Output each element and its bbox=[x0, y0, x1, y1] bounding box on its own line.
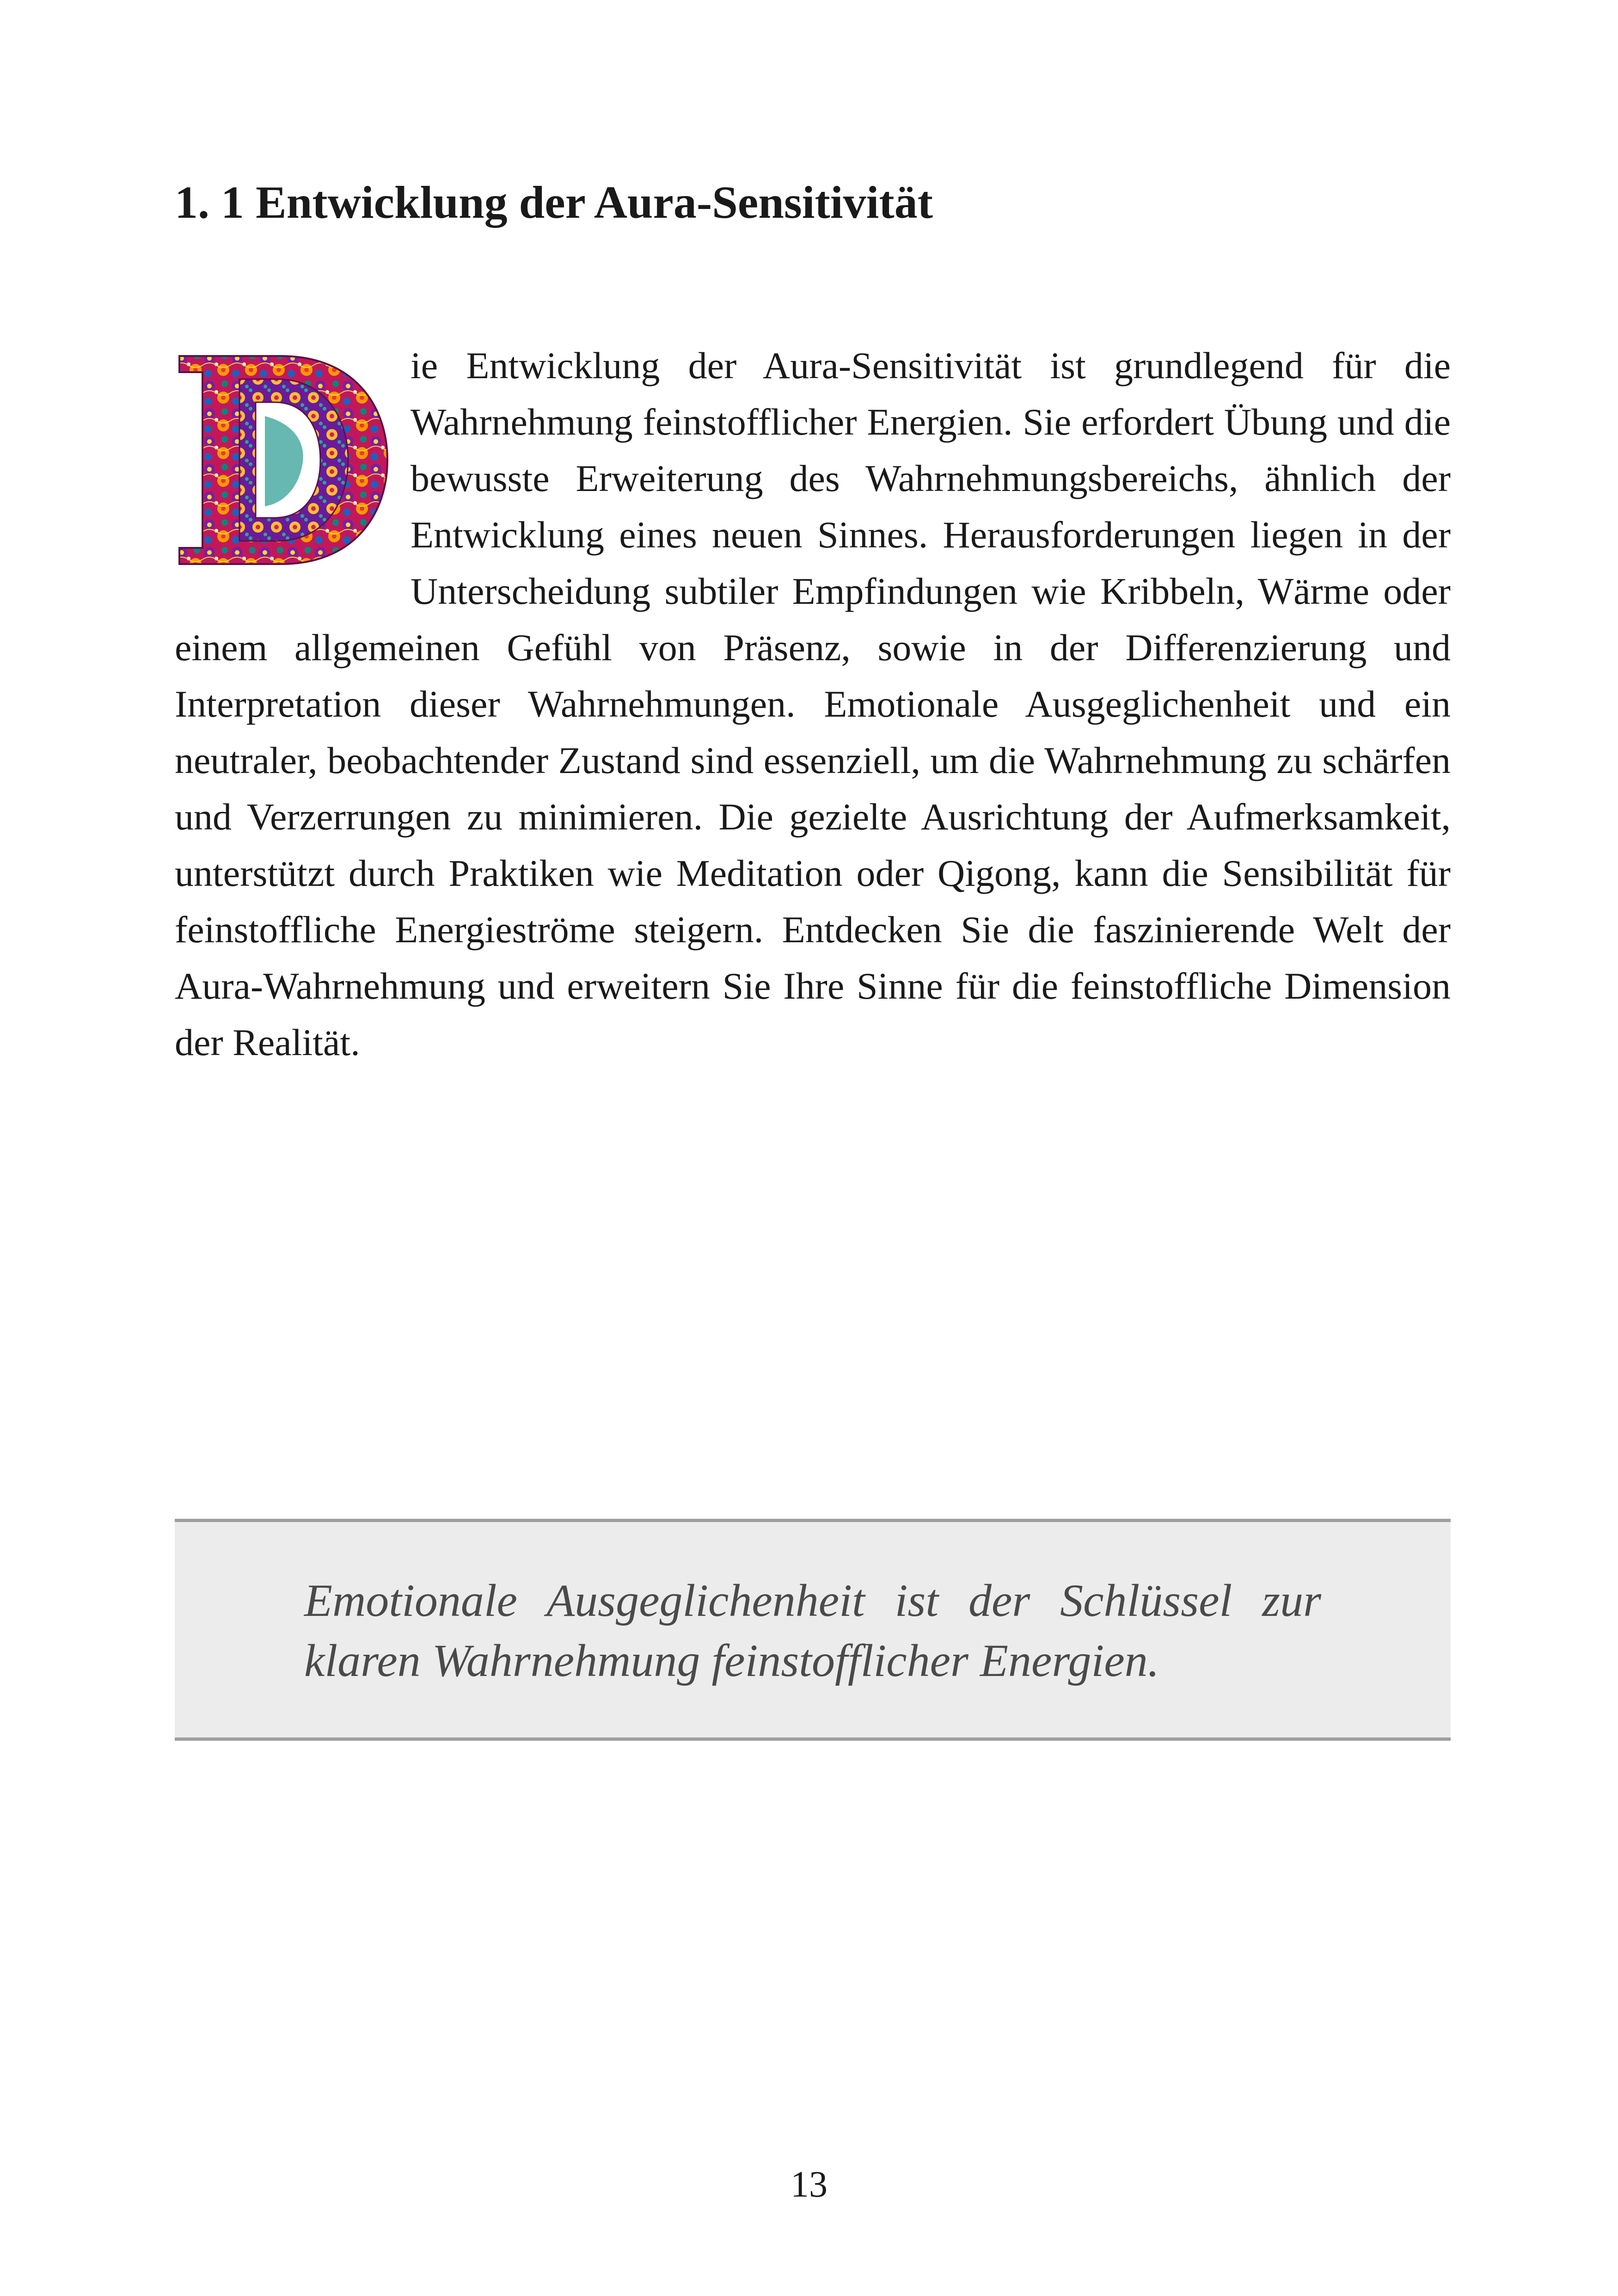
section-heading: 1. 1 Entwicklung der Aura-Sensitivität bbox=[175, 177, 933, 228]
ornamental-letter-d-icon bbox=[175, 351, 392, 569]
callout-text: Emotionale Ausgeglichenheit ist der Schlüssel zur klaren Wahrnehmung feinstofflicher Energien. bbox=[304, 1575, 1321, 1686]
page-number: 13 bbox=[791, 2164, 827, 2205]
drop-cap-letter bbox=[175, 351, 392, 569]
callout-box bbox=[175, 1519, 1451, 1741]
body-paragraph bbox=[175, 338, 1451, 1071]
paragraph-text: ie Entwicklung der Aura-Sensitivität ist grundlegend für die Wahrnehmung feinstofflicher Energien. Sie erfordert Übung und die bewusste Erweiterung des Wahrnehmungsbereichs, ähnlich der Entwicklung eines neuen Sinnes. Herausforderungen liegen in der Unterscheidung subtiler Empfindungen wie Kribbeln, Wärme oder einem allgemeinen Gefühl von Präsenz, sowie in der Differenzierung und Interpretation dieser Wahrnehmungen. Emotionale Ausgeglichenheit und ein neutraler, beobachtender Zustand sind essenziell, um die Wahrnehmung zu schärfen und Verzerrungen zu minimieren. Die gezielte Ausrichtung der Aufmerksamkeit, unterstützt durch Praktiken wie Meditation oder Qigong, kann die Sensibilität für feinstoffliche Energieströme steigern. Entdecken Sie die faszinierende Welt der Aura-Wahrnehmung und erweitern Sie Ihre Sinne für die feinstoffliche Dimension der Realität. bbox=[175, 344, 1451, 1063]
